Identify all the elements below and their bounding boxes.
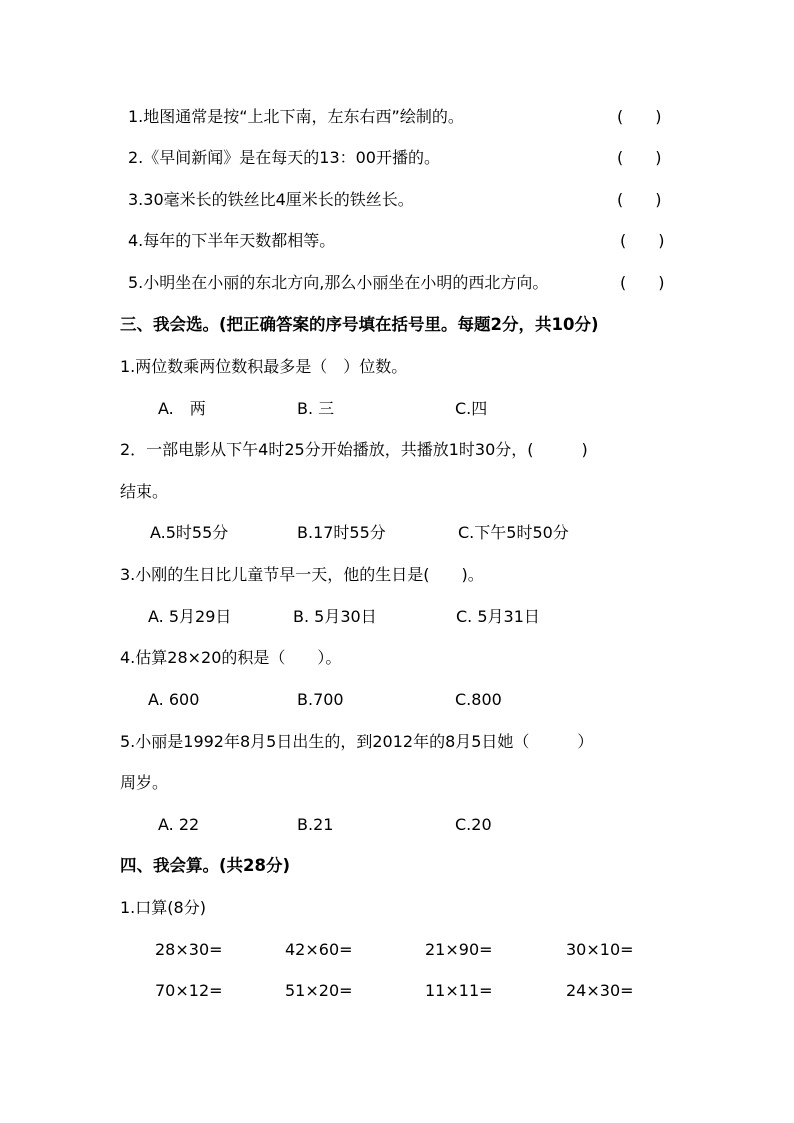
choice-q1-stem: 1.两位数乘两位数积最多是（ ）位数。 <box>120 357 408 376</box>
judge-item-3: 3.30毫米长的铁丝比4厘米长的铁丝长。 <box>128 190 414 209</box>
choice-q4-stem: 4.估算28×20的积是（ ）。 <box>120 648 342 667</box>
choice-q2-option-b[interactable]: B.17时55分 <box>297 523 386 542</box>
judge-item-4: 4.每年的下半年天数都相等。 <box>128 231 336 250</box>
judge-item-5: 5.小明坐在小丽的东北方向,那么小丽坐在小明的西北方向。 <box>128 273 549 292</box>
judge-item-1: 1.地图通常是按“上北下南，左东右西”绘制的。 <box>128 107 464 126</box>
mental-math-problem: 21×90= <box>425 940 493 959</box>
choice-q1-option-b[interactable]: B. 三 <box>297 399 335 418</box>
choice-q3-stem: 3.小刚的生日比儿童节早一天，他的生日是( )。 <box>120 565 484 584</box>
mental-math-problem: 11×11= <box>425 981 493 1000</box>
answer-paren-2[interactable]: ( ) <box>617 148 662 167</box>
choice-q4-option-b[interactable]: B.700 <box>297 690 344 709</box>
choice-q5-option-a[interactable]: A. 22 <box>158 815 200 834</box>
choice-q2-option-c[interactable]: C.下午5时50分 <box>458 523 569 542</box>
choice-q2-stem-cont: 结束。 <box>120 482 169 501</box>
mental-math-subtitle: 1.口算(8分) <box>120 898 206 917</box>
section-3-title: 三、我会选。(把正确答案的序号填在括号里。每题2分，共10分) <box>120 315 599 334</box>
answer-paren-5[interactable]: ( ) <box>620 273 665 292</box>
choice-q3-option-b[interactable]: B. 5月30日 <box>293 607 377 626</box>
choice-q5-stem-cont: 周岁。 <box>120 773 169 792</box>
answer-paren-1[interactable]: ( ) <box>617 107 662 126</box>
answer-paren-3[interactable]: ( ) <box>617 190 662 209</box>
mental-math-problem: 42×60= <box>285 940 353 959</box>
mental-math-problem: 28×30= <box>155 940 223 959</box>
choice-q2-stem: 2．一部电影从下午4时25分开始播放，共播放1时30分，( ) <box>120 440 588 459</box>
section-4-title: 四、我会算。(共28分) <box>120 856 291 875</box>
mental-math-problem: 30×10= <box>566 940 634 959</box>
choice-q1-option-c[interactable]: C.四 <box>455 399 488 418</box>
mental-math-problem: 24×30= <box>566 981 634 1000</box>
choice-q1-option-a[interactable]: A. 两 <box>158 399 206 418</box>
choice-q2-option-a[interactable]: A.5时55分 <box>150 523 229 542</box>
answer-paren-4[interactable]: ( ) <box>620 231 665 250</box>
choice-q5-stem: 5.小丽是1992年8月5日出生的，到2012年的8月5日她（ ） <box>120 732 594 751</box>
choice-q5-option-b[interactable]: B.21 <box>297 815 334 834</box>
mental-math-problem: 51×20= <box>285 981 353 1000</box>
choice-q5-option-c[interactable]: C.20 <box>455 815 492 834</box>
choice-q4-option-a[interactable]: A. 600 <box>148 690 200 709</box>
choice-q4-option-c[interactable]: C.800 <box>455 690 502 709</box>
choice-q3-option-a[interactable]: A. 5月29日 <box>148 607 232 626</box>
mental-math-problem: 70×12= <box>155 981 223 1000</box>
choice-q3-option-c[interactable]: C. 5月31日 <box>456 607 540 626</box>
judge-item-2: 2.《早间新闻》是在每天的13：00开播的。 <box>128 148 440 167</box>
